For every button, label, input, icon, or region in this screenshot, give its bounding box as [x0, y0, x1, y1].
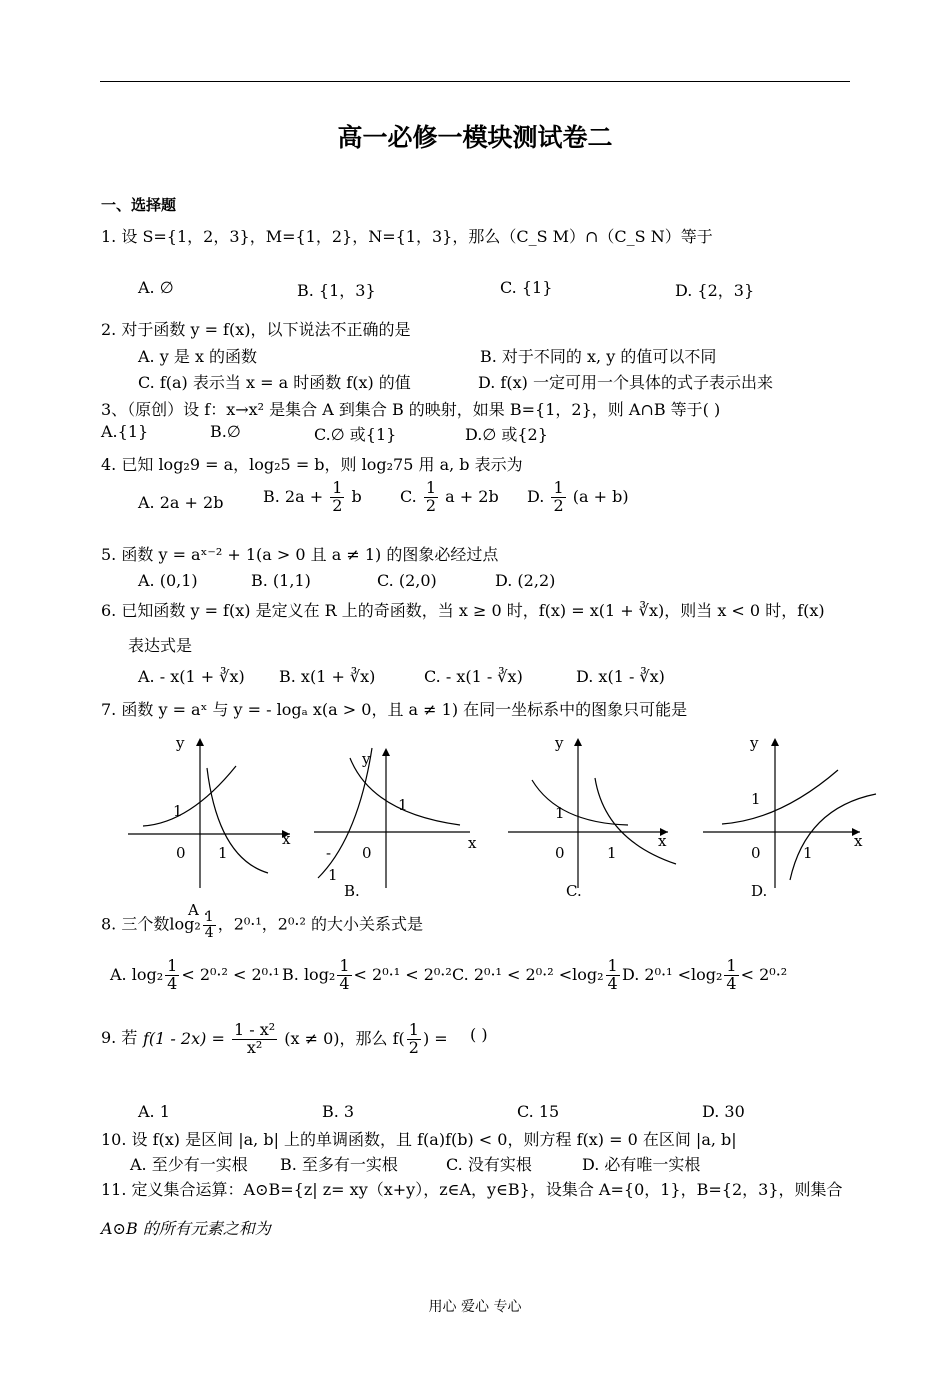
q3-stem: 3、（原创）设 f：x→x² 是集合 A 到集合 B 的映射，如果 B={1，2}，则 A∩B 等于( ) — [101, 400, 721, 419]
graph-c-tick-1x: 1 — [607, 844, 617, 862]
graph-b-x-label: x — [468, 834, 477, 852]
q2-option-b: B. 对于不同的 x, y 的值可以不同 — [480, 347, 717, 366]
q7-stem: 7. 函数 y = aˣ 与 y = - logₐ x(a > 0，且 a ≠ 1) 在同一坐标系中的图象只可能是 — [101, 700, 688, 719]
graph-c — [508, 734, 676, 900]
q11-stem: 11. 定义集合运算：A⊙B={z| z= xy（x+y），z∈A，y∈B}，设集合 A={0，1}，B={2，3}，则集合 — [101, 1180, 843, 1199]
q6-option-b: B. x(1 + ∛x) — [279, 667, 376, 686]
q3-option-b: B.∅ — [210, 422, 241, 441]
q1-option-d: D. {2，3} — [675, 281, 755, 300]
graph-c-origin: 0 — [555, 844, 565, 862]
q1-stem: 1. 设 S={1，2，3}，M={1，2}，N={1，3}，那么（C_S M）∩（C_S N）等于 — [101, 227, 713, 246]
q8-option-b: B. log₂ $\frac{1}{4}$ < 2⁰·¹ < 2⁰·² — [282, 956, 452, 993]
q1-option-b: B. {1，3} — [297, 281, 376, 300]
graph-d-x-label: x — [854, 832, 863, 850]
graph-d-y-label: y — [750, 734, 759, 752]
q9-expression: f(1 - 2x) = $\frac{\text{1 - x²}}{\text{x²}}$ (x ≠ 0)，那么 f( $\frac{1}{2}$ ) = — [143, 1020, 448, 1057]
q9-option-b: B. 3 — [322, 1102, 355, 1121]
graph-b-label: B. — [344, 882, 360, 900]
graph-d-tick-1y: 1 — [751, 790, 761, 808]
q1-option-a: A. ∅ — [138, 278, 174, 297]
graph-b-y-label: y — [362, 750, 371, 768]
q1-option-c: C. {1} — [500, 278, 553, 297]
q8-option-a: A. log₂ $\frac{1}{4}$ < 2⁰·² < 2⁰·¹ — [110, 956, 280, 993]
q10-stem: 10. 设 f(x) 是区间 |a, b| 上的单调函数，且 f(a)f(b) < 0，则方程 f(x) = 0 在区间 |a, b| — [101, 1130, 737, 1149]
graph-b-tick-1: 1 — [398, 796, 408, 814]
q2-option-a: A. y 是 x 的函数 — [138, 347, 258, 366]
graph-c-x-label: x — [658, 832, 667, 850]
q4-option-b: B. 2a + $\frac{1}{2}$ b — [263, 478, 362, 515]
q4-option-d: D. $\frac{1}{2}$ (a + b) — [527, 478, 629, 515]
q6-stem-continued: 表达式是 — [128, 636, 193, 655]
q5-option-d: D. (2,2) — [495, 571, 556, 590]
graph-a-tick-1x: 1 — [218, 844, 228, 862]
graph-a-x-label: x — [282, 830, 291, 848]
graph-c-y-label: y — [555, 734, 564, 752]
q8-option-c: C. 2⁰·¹ < 2⁰·² <log₂ $\frac{1}{4}$ — [452, 956, 618, 993]
q5-option-c: C. (2,0) — [377, 571, 437, 590]
q4-stem: 4. 已知 log₂9 = a，log₂5 = b，则 log₂75 用 a, b 表示为 — [101, 455, 523, 474]
q9-option-c: C. 15 — [517, 1102, 560, 1121]
q6-option-a: A. - x(1 + ∛x) — [138, 667, 245, 686]
q8-stem: 8. 三个数log₂ $\frac{1}{4}$ ，2⁰·¹，2⁰·² 的大小关系式是 — [101, 909, 423, 941]
graph-b — [314, 748, 477, 900]
q8-option-d: D. 2⁰·¹ <log₂ $\frac{1}{4}$ < 2⁰·² — [622, 956, 788, 993]
q9-option-d: D. 30 — [702, 1102, 745, 1121]
graph-b-origin: 0 — [362, 844, 372, 862]
q6-option-c: C. - x(1 - ∛x) — [424, 667, 523, 686]
q2-stem: 2. 对于函数 y = f(x)，以下说法不正确的是 — [101, 320, 411, 339]
graph-a-origin: 0 — [176, 844, 186, 862]
graph-d-origin: 0 — [751, 844, 761, 862]
q3-option-d: D.∅ 或{2} — [465, 425, 548, 444]
q9-stem-prefix: 9. 若 — [101, 1028, 138, 1047]
q3-option-c: C.∅ 或{1} — [314, 425, 397, 444]
graph-c-tick-1y: 1 — [555, 804, 565, 822]
q10-option-c: C. 没有实根 — [446, 1155, 532, 1174]
graph-a-label: A . — [188, 901, 209, 919]
q5-option-b: B. (1,1) — [251, 571, 311, 590]
q6-stem: 6. 已知函数 y = f(x) 是定义在 R 上的奇函数，当 x ≥ 0 时，f(x) = x(1 + ∛x)，则当 x < 0 时，f(x) — [101, 601, 825, 620]
graph-a-y-label: y — [176, 734, 185, 752]
q4-option-a: A. 2a + 2b — [138, 493, 224, 512]
top-rule — [100, 81, 850, 82]
q10-option-d: D. 必有唯一实根 — [582, 1155, 701, 1174]
q3-option-a: A.{1} — [101, 422, 149, 441]
graph-d — [703, 734, 876, 900]
q2-option-d: D. f(x) 一定可用一个具体的式子表示出来 — [478, 373, 773, 392]
q6-option-d: D. x(1 - ∛x) — [576, 667, 665, 686]
q9-answer-paren: ( ) — [470, 1025, 488, 1044]
graph-c-label: C. — [566, 882, 582, 900]
section-heading: 一、选择题 — [101, 196, 177, 214]
q2-option-c: C. f(a) 表示当 x = a 时函数 f(x) 的值 — [138, 373, 411, 392]
q9-option-a: A. 1 — [138, 1102, 170, 1121]
q7-graphs — [0, 728, 950, 923]
q10-option-b: B. 至多有一实根 — [280, 1155, 398, 1174]
graph-b-tick-neg1: 1 — [328, 866, 338, 884]
graph-d-tick-1x: 1 — [803, 844, 813, 862]
q5-stem: 5. 函数 y = aˣ⁻² + 1(a > 0 且 a ≠ 1) 的图象必经过点 — [101, 545, 499, 564]
q10-option-a: A. 至少有一实根 — [130, 1155, 248, 1174]
graph-a — [128, 734, 291, 919]
page-title: 高一必修一模块测试卷二 — [337, 123, 613, 152]
q5-option-a: A. (0,1) — [138, 571, 198, 590]
graph-d-label: D. — [751, 882, 768, 900]
graph-a-tick-1y: 1 — [173, 802, 183, 820]
graph-b-tick-neg: - — [326, 844, 332, 862]
q4-option-c: C. $\frac{1}{2}$ a + 2b — [400, 478, 499, 515]
q11-stem-continued: A⊙B 的所有元素之和为 — [101, 1219, 271, 1238]
page-footer: 用心 爱心 专心 — [428, 1299, 522, 1315]
